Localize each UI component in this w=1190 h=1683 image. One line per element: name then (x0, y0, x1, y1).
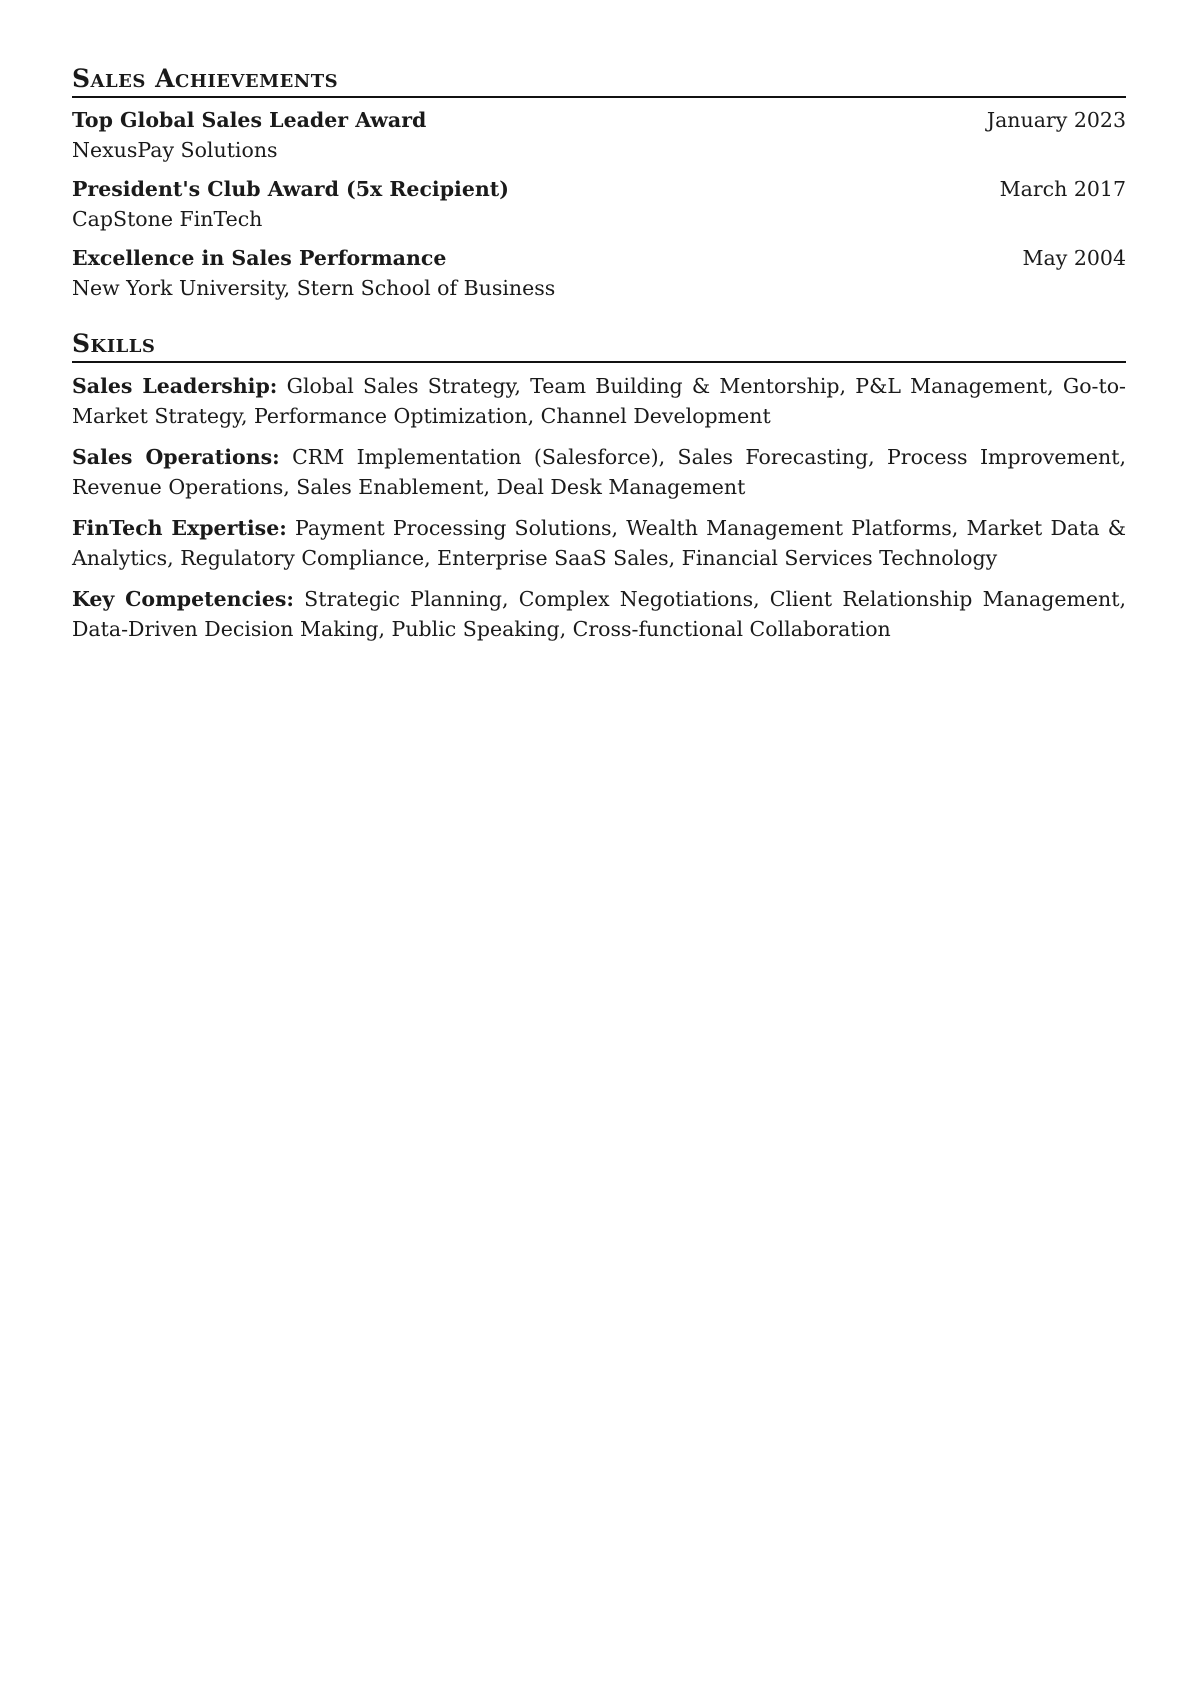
skill-label: FinTech Expertise: (72, 516, 287, 540)
section-divider (72, 361, 1126, 363)
skill-text: Payment Processing Solutions, Wealth Management Platforms, Market Data & Analytics, Regulatory Compliance, Enterprise SaaS Sales, Financial Services Technology (72, 516, 1126, 570)
skill-label: Sales Operations: (72, 445, 280, 469)
skill-text: CRM Implementation (Salesforce), Sales Forecasting, Process Improvement, Revenue Operations, Sales Enablement, Deal Desk Management (72, 445, 1126, 499)
skill-text: Strategic Planning, Complex Negotiations, Client Relationship Management, Data-Driven Decision Making, Public Speaking, Cross-functional Collaboration (72, 587, 1126, 641)
achievement-entry (72, 243, 1126, 303)
section-title-skills: Skills (72, 329, 156, 358)
achievement-org: CapStone FinTech (72, 207, 263, 231)
achievement-date: January 2023 (986, 108, 1126, 132)
achievement-entry (72, 105, 1126, 165)
achievement-title: President's Club Award (5x Recipient) (72, 177, 509, 201)
achievement-title: Excellence in Sales Performance (72, 246, 447, 270)
achievement-entry (72, 174, 1126, 234)
skill-paragraph (72, 442, 1126, 502)
skill-label: Sales Leadership: (72, 374, 278, 398)
section-title-achievements: Sales Achievements (72, 64, 339, 93)
skill-label: Key Competencies: (72, 587, 294, 611)
achievements-section (72, 64, 1126, 303)
skills-section (72, 329, 1126, 644)
skill-paragraph (72, 584, 1126, 644)
achievement-title: Top Global Sales Leader Award (72, 108, 427, 132)
achievement-org: NexusPay Solutions (72, 138, 278, 162)
achievement-org: New York University, Stern School of Business (72, 276, 556, 300)
skill-text: Global Sales Strategy, Team Building & Mentorship, P&L Management, Go-to-Market Strategy, Performance Optimization, Channel Development (72, 374, 1126, 428)
section-divider (72, 96, 1126, 98)
skill-paragraph (72, 371, 1126, 431)
skill-paragraph (72, 513, 1126, 573)
achievement-date: March 2017 (999, 177, 1126, 201)
achievement-date: May 2004 (1022, 246, 1126, 270)
